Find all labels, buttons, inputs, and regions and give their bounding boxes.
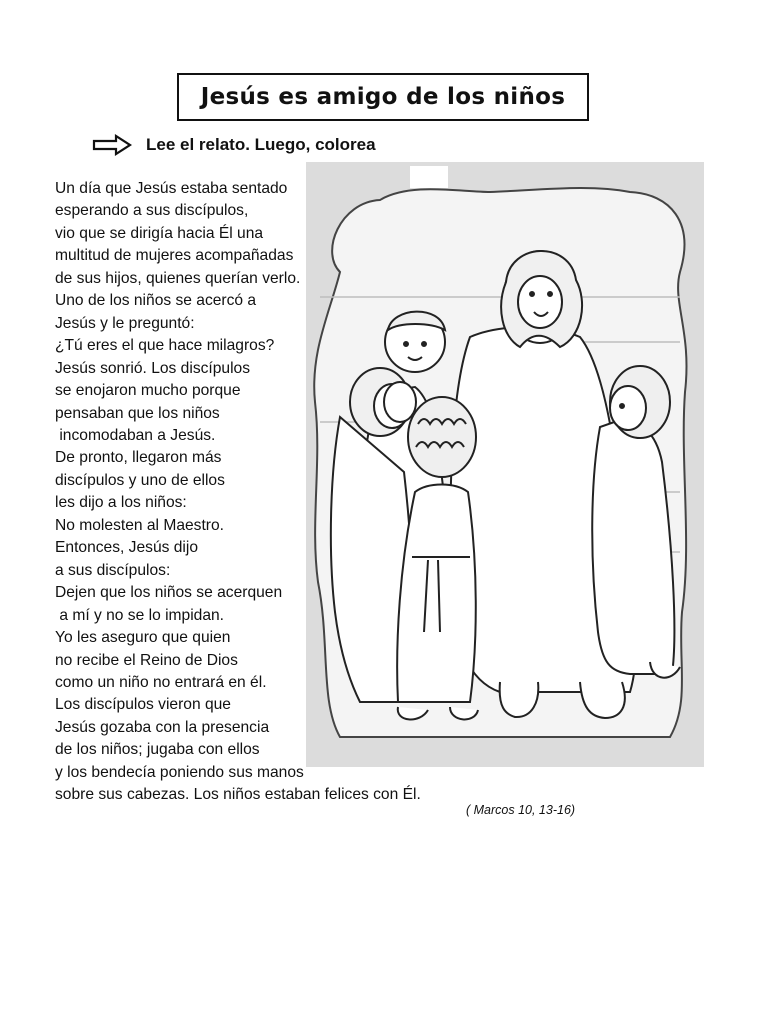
story-line: pensaban que los niños — [55, 404, 220, 422]
right-arrow-icon — [92, 134, 132, 156]
page-title: Jesús es amigo de los niños — [200, 84, 566, 110]
title-box — [177, 73, 589, 121]
instruction-text: Lee el relato. Luego, colorea — [146, 135, 376, 154]
story-line: Un día que Jesús estaba sentado — [55, 180, 288, 197]
story-line: se enojaron mucho porque — [55, 382, 241, 400]
story-line: De pronto, llegaron más — [55, 449, 222, 467]
story-line: a mí y no se lo impidan. — [55, 606, 225, 624]
story-line: incomodaban a Jesús. — [55, 426, 216, 444]
story-line: les dijo a los niños: — [55, 494, 187, 512]
story-line: de los niños; jugaba con ellos — [55, 741, 260, 759]
story-line: Jesús y le preguntó: — [55, 314, 195, 332]
story-line: de sus hijos, quienes querían verlo. — [55, 269, 301, 287]
story-line: y los bendecía poniendo sus manos — [55, 763, 304, 781]
story-line: como un niño no entrará en él. — [55, 673, 267, 691]
story-line: Yo les aseguro que quien — [55, 629, 231, 647]
bible-citation: ( Marcos 10, 13-16) — [466, 803, 576, 817]
story-line: Jesús sonrió. Los discípulos — [55, 359, 251, 377]
story-line: vio que se dirigía hacia Él una — [55, 224, 264, 242]
story-line: esperando a sus discípulos, — [55, 202, 249, 220]
story-line: ¿Tú eres el que hace milagros? — [55, 337, 275, 355]
story-line: Entonces, Jesús dijo — [55, 539, 199, 557]
story-line: Uno de los niños se acercó a — [55, 292, 257, 310]
story-line: multitud de mujeres acompañadas — [55, 247, 294, 265]
story-line: discípulos y uno de ellos — [55, 471, 225, 489]
story-text — [55, 178, 421, 807]
story-line: Los discípulos vieron que — [55, 696, 231, 714]
story-line: Jesús gozaba con la presencia — [55, 718, 270, 736]
story-line: sobre sus cabezas. Los niños estaban felices con Él. — [55, 786, 421, 804]
story-line: No molesten al Maestro. — [55, 516, 225, 534]
story-line: Dejen que los niños se acerquen — [55, 584, 283, 602]
story-line: no recibe el Reino de Dios — [55, 651, 238, 669]
story-line: a sus discípulos: — [55, 561, 171, 579]
instruction — [92, 134, 376, 156]
